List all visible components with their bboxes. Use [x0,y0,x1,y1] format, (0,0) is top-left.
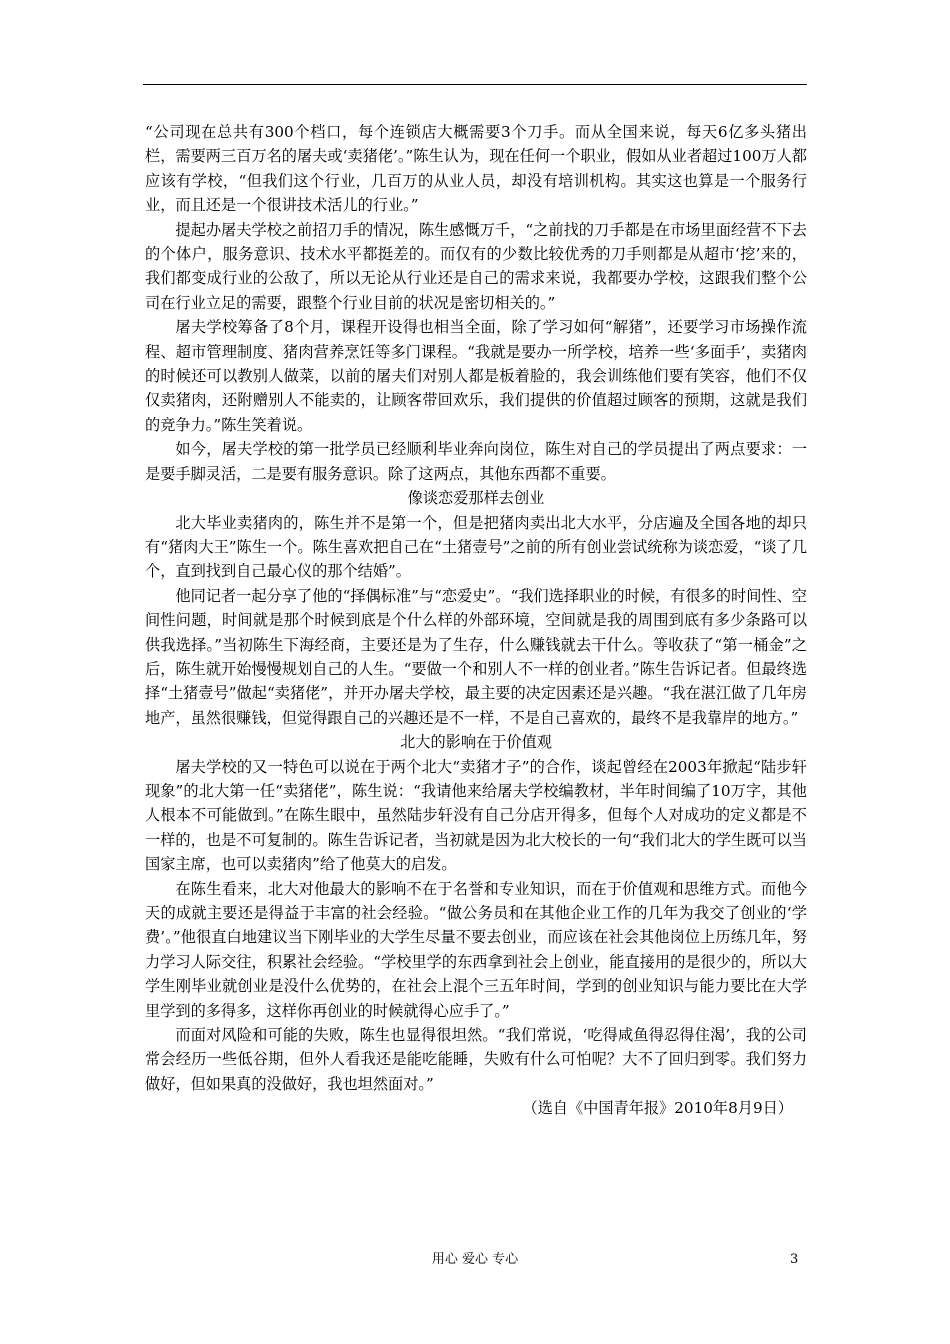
paragraph: 他同记者一起分享了他的“择偶标准”与“恋爱史”。“我们选择职业的时候，有很多的时间性、空间性问题，时间就是那个时候到底是个什么样的外部环境，空间就是我的周围到底有多少条路可以供我选择。”当初陈生下海经商，主要还是为了生存，什么赚钱就去干什么。等收获了“第一桶金”之后，陈生就开始慢慢规划自己的人生。“要做一个和别人不一样的创业者。”陈生告诉记者。但最终选择“土猪壹号”做起“卖猪佬”，并开办屠夫学校，最主要的决定因素还是兴趣。“我在湛江做了几年房地产，虽然很赚钱，但觉得跟自己的兴趣还是不一样，不是自己喜欢的，最终不是我靠岸的地方。” [145,586,807,727]
paragraph: 屠夫学校的又一特色可以说在于两个北大“卖猪才子”的合作，谈起曾经在2003年掀起“陆步轩现象”的北大第一任“卖猪佬”，陈生说：“我请他来给屠夫学校编教材，半年时间编了10万字，其他人根本不可能做到。”在陈生眼中，虽然陆步轩没有自己分店开得多，但每个人对成功的定义都是不一样的，也是不可复制的。陈生告诉记者，当初就是因为北大校长的一句“我们北大的学生既可以当国家主席，也可以卖猪肉”给了他莫大的启发。 [145,757,807,874]
paragraph: 而面对风险和可能的失败，陈生也显得很坦然。“我们常说，‘吃得咸鱼得忍得住渴’，我的公司常会经历一些低谷期，但外人看我还是能吃能睡，失败有什么可怕呢？大不了回归到零。我们努力做好，但如果真的没做好，我也坦然面对。” [145,1026,807,1093]
paragraph: 屠夫学校筹备了8个月，课程开设得也相当全面，除了学习如何“解猪”，还要学习市场操作流程、超市管理制度、猪肉营养烹饪等多门课程。“我就是要办一所学校，培养一些‘多面手’，卖猪肉的时候还可以教别人做菜，以前的屠夫们对别人都是板着脸的，我会训练他们要有笑容，他们不仅仅卖猪肉，还附赠别人不能卖的，让顾客带回欢乐，我们提供的价值超过顾客的预期，这就是我们的竞争力。”陈生笑着说。 [145,318,807,434]
source-citation: （选自《中国青年报》2010年8月9日） [522,1099,793,1118]
paragraph: 北大毕业卖猪肉的，陈生并不是第一个，但是把猪肉卖出北大水平，分店遍及全国各地的却只有“猪肉大王”陈生一个。陈生喜欢把自己在“土猪壹号”之前的所有创业尝试统称为谈恋爱，“谈了几个，直到找到自己最心仪的那个结婚”。 [145,513,807,581]
page-number: 3 [790,1252,799,1267]
paragraph: 如今，屠夫学校的第一批学员已经顺利毕业奔向岗位，陈生对自己的学员提出了两点要求：一是要手脚灵活，二是要有服务意识。除了这两点，其他东西都不重要。 [145,440,807,483]
paragraph: 提起办屠夫学校之前招刀手的情况，陈生感慨万千，“之前找的刀手都是在市场里面经营不下去的个体户，服务意识、技术水平都挺差的。而仅有的少数比较优秀的刀手则都是从超市‘挖’来的，我们都变成行业的公敌了，所以无论从行业还是自己的需求来说，我都要办学校，这跟我们整个公司在行业立足的需要，跟整个行业目前的状况是密切相关的。” [145,220,807,312]
section-title: 北大的影响在于价值观 [400,733,552,752]
paragraph: 在陈生看来，北大对他最大的影响不在于名誉和专业知识，而在于价值观和思维方式。而他今天的成就主要还是得益于丰富的社会经验。“做公务员和在其他企业工作的几年为我交了创业的‘学费’。”他很直白地建议当下刚毕业的大学生尽量不要去创业，而应该在社会其他岗位上历练几年，努力学习人际交往，积累社会经验。“学校里学的东西拿到社会上创业，能直接用的是很少的，所以大学生刚毕业就创业是没什么优势的，在社会上混个三五年时间，学到的创业知识与能力要比在大学里学到的多得多，这样你再创业的时候就得心应手了。” [145,879,807,1020]
section-title: 像谈恋爱那样去创业 [407,489,545,508]
paragraph: “公司现在总共有300个档口，每个连锁店大概需要3个刀手。而从全国来说，每天6亿多头猪出栏，需要两三百万名的屠夫或‘卖猪佬’。”陈生认为，现在任何一个职业，假如从业者超过100万人都应该有学校，“但我们这个行业，几百万的从业人员，却没有培训机构。其实这也算是一个服务行业，而且还是一个很讲技术活儿的行业。” [145,123,807,215]
article-body [145,120,807,1121]
footer-motto: 用心 爱心 专心 [431,1252,519,1267]
header-rule [143,84,807,85]
